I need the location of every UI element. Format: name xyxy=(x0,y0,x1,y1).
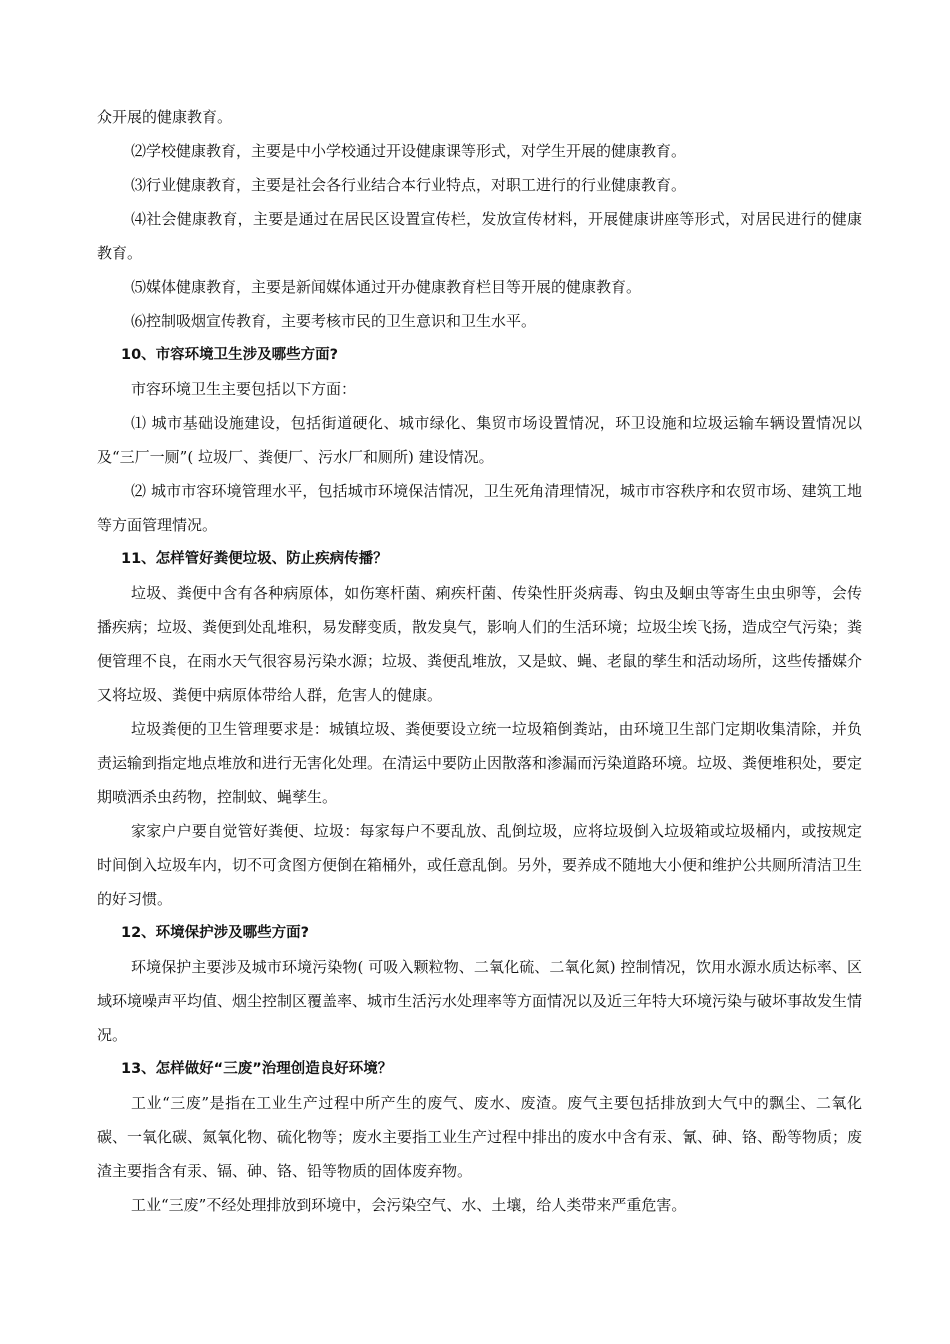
paragraph: 众开展的健康教育。 xyxy=(97,108,233,126)
paragraph: ⑴ 城市基础设施建设，包括街道硬化、城市绿化、集贸市场设置情况，环卫设施和垃圾运输车辆设置情况以及“三厂一厕”( 垃圾厂、粪便厂、污水厂和厕所) 建设情况。 xyxy=(97,414,862,466)
section-heading: 11、怎样管好粪便垃圾、防止疾病传播？ xyxy=(121,551,388,567)
list-item: ⑹控制吸烟宣传教育，主要考核市民的卫生意识和卫生水平。 xyxy=(131,312,537,330)
list-item: ⑵学校健康教育，主要是中小学校通过开设健康课等形式，对学生开展的健康教育。 xyxy=(131,142,687,160)
paragraph: 家家户户要自觉管好粪便、垃圾：每家每户不要乱放、乱倒垃圾，应将垃圾倒入垃圾箱或垃圾桶内，或按规定时间倒入垃圾车内，切不可贪图方便倒在箱桶外，或任意乱倒。另外，要养成不随地大小便和维护公共厕所清洁卫生的好习惯。 xyxy=(97,822,863,908)
paragraph: 垃圾粪便的卫生管理要求是：城镇垃圾、粪便要设立统一垃圾箱倒粪站，由环境卫生部门定期收集清除，并负责运输到指定地点堆放和进行无害化处理。在清运中要防止因散落和渗漏而污染道路环境。垃圾、粪便堆积处，要定期喷洒杀虫药物，控制蚊、蝇孳生。 xyxy=(97,720,863,806)
paragraph: 市容环境卫生主要包括以下方面： xyxy=(131,380,357,398)
list-item: ⑸媒体健康教育，主要是新闻媒体通过开办健康教育栏目等开展的健康教育。 xyxy=(131,278,642,296)
paragraph: ⑵ 城市市容环境管理水平，包括城市环境保洁情况，卫生死角清理情况，城市市容秩序和农贸市场、建筑工地等方面管理情况。 xyxy=(97,482,862,534)
list-item: ⑶行业健康教育，主要是社会各行业结合本行业特点，对职工进行的行业健康教育。 xyxy=(131,176,687,194)
list-item: ⑷社会健康教育，主要是通过在居民区设置宣传栏，发放宣传材料，开展健康讲座等形式，对居民进行的健康教育。 xyxy=(97,210,862,262)
paragraph: 垃圾、粪便中含有各种病原体，如伤寒杆菌、痢疾杆菌、传染性肝炎病毒、钩虫及蛔虫等寄生虫虫卵等，会传播疾病；垃圾、粪便到处乱堆积，易发酵变质，散发臭气，影响人们的生活环境；垃圾尘埃飞扬，造成空气污染；粪便管理不良，在雨水天气很容易污染水源；垃圾、粪便乱堆放，又是蚊、蝇、老鼠的孳生和活动场所，这些传播媒介又将垃圾、粪便中病原体带给人群，危害人的健康。 xyxy=(97,584,863,704)
section-heading: 10、市容环境卫生涉及哪些方面? xyxy=(121,347,339,363)
paragraph: 环境保护主要涉及城市环境污染物( 可吸入颗粒物、二氧化硫、二氧化氮) 控制情况，饮用水源水质达标率、区域环境噪声平均值、烟尘控制区覆盖率、城市生活污水处理率等方面情况以及近三年特大环境污染与破坏事故发生情况。 xyxy=(97,958,863,1044)
paragraph: 工业“三废”不经处理排放到环境中，会污染空气、水、土壤，给人类带来严重危害。 xyxy=(131,1196,687,1214)
section-heading: 13、怎样做好“三废”治理创造良好环境？ xyxy=(121,1061,393,1077)
paragraph: 工业“三废”是指在工业生产过程中所产生的废气、废水、废渣。废气主要包括排放到大气中的飘尘、二氧化碳、一氧化碳、氮氧化物、硫化物等；废水主要指工业生产过程中排出的废水中含有汞、氰、砷、铬、酚等物质；废渣主要指含有汞、镉、砷、铬、铅等物质的固体废弃物。 xyxy=(97,1094,863,1180)
section-heading: 12、环境保护涉及哪些方面? xyxy=(121,925,310,941)
